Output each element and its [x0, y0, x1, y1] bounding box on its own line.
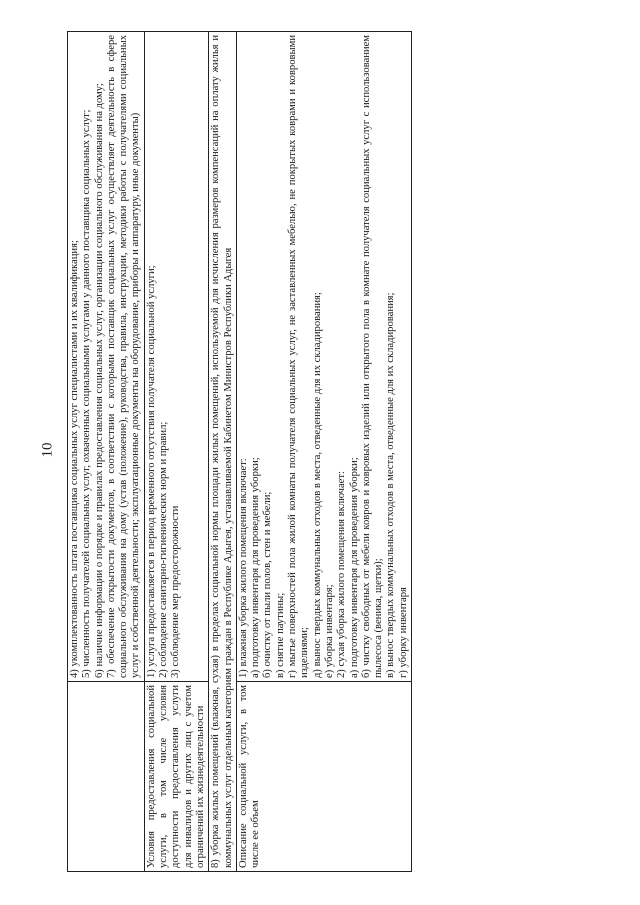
- list-item: 3) соблюдение мер предосторожности: [170, 505, 182, 678]
- list-item: 1) услуга предоставляется в период временного отсутствия получателя социальной услуги;: [145, 265, 157, 678]
- list-item: б) чистку свободных от мебели ковров и ковровых изделий или открытого пола в комнате получателя социальных услуг с использованием пылесоса (веника, щетки);: [360, 35, 385, 678]
- conditions-value-cell: [144, 32, 208, 682]
- section-heading: 8) уборка жилых помещений (влажная, сухая) в пределах социальной нормы площади жилых помещений, используемой для исчисления размеров компенсаций на оплату жилья и коммунальных услуг отдельным категориям граждан в Республике Адыгея, устанавливаемой Кабинетом Министров Республики Адыгея: [209, 32, 237, 872]
- list-item: б) очистку от пыли полов, стен и мебели;: [262, 491, 274, 678]
- service-standard-table: [67, 31, 412, 872]
- list-item: е) уборка инвентаря;: [323, 584, 335, 678]
- list-item: г) мытье поверхностей пола жилой комнаты получателя социальных услуг, не заставленных мебелью, не покрытых коврами и ковровыми изделиями;: [287, 35, 311, 678]
- list-item: 1) влажная уборка жилого помещения включает:: [237, 458, 249, 678]
- list-item: 4) укомплектованность штата поставщика социальных услуг специалистами и их квалификация;: [69, 240, 80, 678]
- list-item: а) подготовку инвентаря для проведения уборки;: [250, 457, 262, 678]
- list-item: г) уборку инвентаря: [397, 587, 409, 678]
- rotated-page-content: [67, 32, 409, 872]
- quality-indicators-cell: [68, 32, 145, 682]
- list-item: 2) сухая уборка жилого помещения включает:: [336, 471, 348, 678]
- list-item: 7) обеспечение открытости документов, в соответствии с которыми поставщик социальных услуг осуществляет деятельность в сфере социального обслуживания на дому (устав (положение), руководства, правила, инструкции, методики работы с получателями социальных услуг и собственной деятельности; эксплуатационные документы на оборудование, приборы и аппаратуру, иные документы): [105, 35, 142, 678]
- list-item: 2) соблюдение санитарно-гигиенических норм и правил;: [158, 421, 170, 678]
- list-item: 6) наличие информации о порядке и правилах предоставления социальных услуг, организации социального обслуживания на дому;: [93, 83, 105, 678]
- table-row-description: [236, 32, 411, 872]
- description-label-cell: Описание социальной услуги, в том числе ее объем: [236, 682, 411, 872]
- description-value-cell: [236, 32, 411, 682]
- page-number: 10: [39, 442, 56, 458]
- table-row-conditions: [144, 32, 208, 872]
- table-row-section-heading: [209, 32, 237, 872]
- table-row-continuation: [68, 32, 145, 872]
- list-item: в) вынос твердых коммунальных отходов в места, отведенные для их складирования;: [385, 292, 397, 678]
- table-cell-empty: [68, 682, 145, 872]
- list-item: в) снятие паутины;: [274, 592, 286, 678]
- list-item: а) подготовку инвентаря для проведения уборки;: [348, 457, 360, 678]
- list-item: д) вынос твердых коммунальных отходов в места, отведенные для их складирования;: [311, 292, 323, 678]
- conditions-label-cell: Условия предоставления социальной услуги, в том числе условия доступности предоставления услуги для инвалидов и других лиц с учетом ограничений их жизнедеятельности: [144, 682, 208, 872]
- list-item: 5) численность получателей социальных услуг, охваченных социальными услугами у данного поставщика социальных услуг;: [81, 109, 93, 678]
